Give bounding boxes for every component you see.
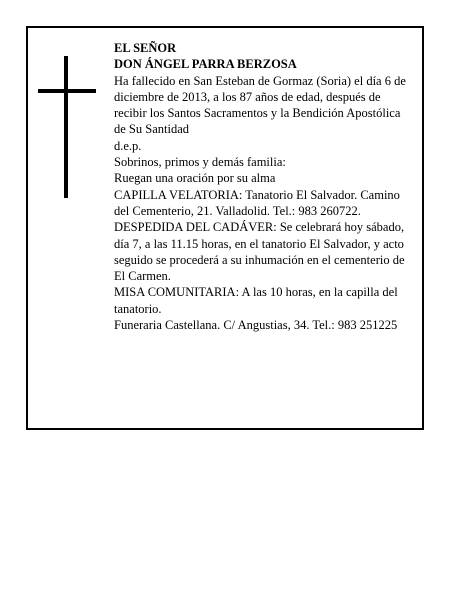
notice-text	[114, 40, 410, 333]
rest-in-peace: d.e.p.	[114, 138, 142, 153]
farewell-info: DESPEDIDA DEL CADÁVER: Se celebrará hoy sábado, día 7, a las 11.15 horas, en el tanatorio El Salvador, y acto seguido se procederá a su inhumación en el cementerio de El Carmen.	[114, 220, 405, 284]
cross-horizontal-bar	[38, 89, 96, 93]
funeral-home-info: Funeraria Castellana. C/ Angustias, 34. Tel.: 983 251225	[114, 318, 398, 333]
wake-chapel-info: CAPILLA VELATORIA: Tanatorio El Salvador. Camino del Cementerio, 21. Valladolid. Tel.: 983 260722.	[114, 187, 400, 218]
family-line: Sobrinos, primos y demás familia:	[114, 155, 286, 170]
mass-info: MISA COMUNITARIA: A las 10 horas, en la capilla del tanatorio.	[114, 285, 398, 316]
prayer-request: Ruegan una oración por su alma	[114, 171, 276, 186]
notice-deceased-name: DON ÁNGEL PARRA BERZOSA	[114, 57, 297, 72]
cross-vertical-bar	[64, 56, 68, 198]
notice-title-line-1: EL SEÑOR	[114, 41, 177, 55]
death-announcement: Ha fallecido en San Esteban de Gormaz (Soria) el día 6 de diciembre de 2013, a los 87 años de edad, después de recibir los Santos Sacramentos y la Bendición Apostólica de Su Santidad	[114, 73, 406, 137]
obituary-notice	[26, 26, 424, 430]
